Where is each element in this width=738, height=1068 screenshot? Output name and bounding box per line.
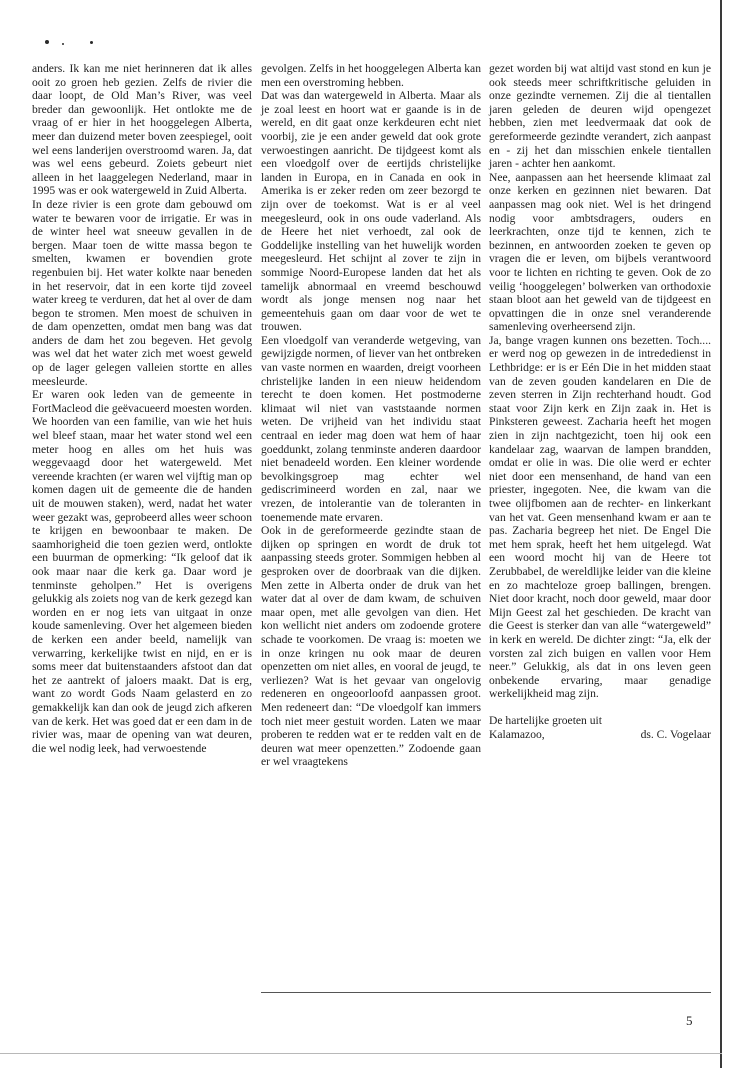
- text-column-3: [489, 62, 711, 741]
- text-column-2: [261, 62, 481, 769]
- paragraph: Er waren ook leden van de gemeente in FortMacleod die geëvacueerd moesten worden. We hoorden van een familie, van wie het huis wel bleef staan, maar het water stond wel een meter hoog en alles om het huis was weggevaagd door het watergeweld. Met vereende krachten (er waren wel vijftig man op komen dagen uit de gemeente die de handen uit de mouwen staken), werd, nadat het water weer gezakt was, geprobeerd alles weer schoon te krijgen en bewoonbaar te maken. De saamhorigheid die toen gezien werd, ontlokte een buurman de opmerking: “Ik geloof dat ik ook maar naar die kerk ga. Daar word je tenminste geholpen.” Het is overigens gelukkig als zoiets nog van de kerk gezegd kan worden en er nog iets van uitgaat in onze koude samenleving. Over het algemeen bieden de kerken een ander beeld, namelijk van verwarring, kerkelijke twist en nijd, en er is soms meer dat buitenstaanders afstoot dan dat het ze aantrekt of jaloers maakt. Dat is erg, want zo wordt Gods Naam gelasterd en zo gemakkelijk kan dan ook de jeugd zich afkeren van de kerk. Het was goed dat er een dam in de rivier was, maar de opening van wat deuren, die wel nodig leek, had verwoestende: [32, 388, 252, 755]
- paragraph: gevolgen. Zelfs in het hooggelegen Alberta kan men een overstroming hebben.: [261, 62, 481, 89]
- scan-speck: [90, 41, 93, 44]
- closing-greeting: De hartelijke groeten uit: [489, 713, 602, 727]
- paragraph: gezet worden bij wat altijd vast stond en kun je ook steeds meer schriftkritische geluiden in onze gezindte vernemen. Zij die al tientallen jaren geleden de deuren wijd opengezet hebben, zien met leedvermaak dat ook de gereformeerde gezindte verandert, zich aanpast en - zij het dan misschien enkele tientallen jaren - achter hen aankomt.: [489, 62, 711, 171]
- text-column-1: [32, 62, 252, 755]
- paragraph: In deze rivier is een grote dam gebouwd om water te bewaren voor de irrigatie. Er was in de winter heel wat sneeuw gevallen in de bergen. Maar toen de witte massa begon te smelten, kwamen er bovendien grote regenbuien bij. Het water kolkte naar beneden in het reservoir, dat in een korte tijd zoveel water kreeg te verduren, dat het al over de dam begon te stromen. Men moest de schuiven in de dam openzetten, omdat men bang was dat anders de dam het zou begeven. Het gevolg was wel dat het water zich met woest geweld op de lager gelegen valleien stortte en alles meesleurde.: [32, 197, 252, 388]
- signature-line: [489, 728, 711, 742]
- page-number: 5: [686, 1013, 693, 1028]
- scan-speck: [45, 40, 49, 44]
- paragraph: Ook in de gereformeerde gezindte staan de dijken op springen en wordt de druk tot aanpassing steeds groter. Sommigen hebben al gesproken over de doorbraak van die dijken. Men zette in Alberta onder de druk van het water dat al over de dam kwam, de schuiven maar open, met alle gevolgen van dien. Het kon wellicht niet anders om zodoende grotere schade te voorkomen. De vraag is: moeten we in onze kringen nu ook maar de deuren openzetten om niet alles, en vooral de jeugd, te verliezen? Wat is het gevaar van ongelovig redeneren en ongeoorloofd aanpassen groot. Men redeneert dan: “De vloedgolf kan immers toch niet meer gestuit worden. Laten we maar proberen te redden wat er te redden valt en de deuren wat meer openzetten.” Zodoende gaan er wel vraagtekens: [261, 524, 481, 769]
- paragraph: Nee, aanpassen aan het heersende klimaat zal onze kerken en gezinnen niet bewaren. Dat aanpassen mag ook niet. Wel is het dringend nodig voor ambtsdragers, ouders en leerkrachten, onze tijd te kennen, zich te bezinnen, en antwoorden zoeken te geven op vragen die er leven, om bijbels verantwoord voor te lichten en richting te geven. Ook de zo veilig ‘hooggelegen’ bolwerken van orthodoxie staan bloot aan het geweld van de tijdgeest en opvattingen die in onze snel veranderende samenleving overheersend zijn.: [489, 170, 711, 334]
- paragraph: Dat was dan watergeweld in Alberta. Maar als je zoal leest en hoort wat er gaande is in de wereld, en dit gaat onze kerkdeuren echt niet voorbij, zie je een ander geweld dat ook grote verwoestingen aanricht. De tijdgeest komt als een vloedgolf over de eertijds christelijke landen in Europa, en in Canada en ook in Amerika is er zeker reden om zeer bezorgd te zijn over de toekomst. Wat is er al veel meegesleurd, ook in ons oude vaderland. Als de Heere het niet verhoedt, zal ook de Goddelijke instelling van het huwelijk worden meegesleurd. Het schijnt al zover te zijn in sommige Noord-Europese landen dat het als tamelijk abnormaal en vreemd beschouwd wordt als jonge mensen nog naar het gemeentehuis gaan om daar voor de wet te trouwen.: [261, 89, 481, 334]
- scan-speck: [62, 43, 64, 45]
- page-edge-right: [720, 0, 722, 1068]
- paragraph: anders. Ik kan me niet herinneren dat ik alles ooit zo groen heb gezien. Zelfs de rivier die daar loopt, de Old Man’s River, was veel breder dan gewoonlijk. Het ontlokte me de vraag of er hier in het hooggelegen Alberta, meer dan duizend meter boven zeespiegel, ooit wel eens landerijen overstroomd waren. Ja, dat was wel eens gebeurd. Zoiets gebeurt niet alleen in het laaggelegen Nederland, maar in 1995 was er ook watergeweld in Zuid Alberta.: [32, 62, 252, 198]
- paragraph: Ja, bange vragen kunnen ons bezetten. Toch.... er werd nog op gewezen in de intrededienst in Lethbridge: er is er Eén Die in het midden staat van de zeven gouden kandelaren en Die de zeven sterren in Zijn rechterhand houdt. God staat voor Zijn kerk en Zijn zaak in. Het is Pinksteren geweest. Zacharia heeft het mogen zien in zijn nachtgezicht, toen hij ook een kandelaar zag, waarvan de lampen brandden, omdat er olie in was. Die olie werd er echter niet door een mensenhand, de hand van een priester, ingegoten. Nee, die kwam van die twee olijfbomen aan de rechter- en linkerkant van het vat. Geen mensenhand kwam er aan te pas. Zacharia begreep het niet. De Engel Die met hem sprak, heeft het hem uitgelegd. Wat een woord mocht hij van de Heere tot Zerubbabel, de wereldlijke leider van die kleine en zo machteloze groep ballingen, brengen. Niet door kracht, noch door geweld, maar door Mijn Geest zal het geschieden. De kracht van die Geest is sterker dan van alle “watergeweld” in kerk en wereld. De dichter zingt: “Ja, elk der vorsten zal zich buigen en vallen voor Hem neer.” Gelukkig, als dat in ons leven geen onbekende ervaring, maar genadige werkelijkheid mag zijn.: [489, 333, 711, 701]
- signature-name: ds. C. Vogelaar: [640, 727, 711, 741]
- paragraph: Een vloedgolf van veranderde wetgeving, van gewijzigde normen, of liever van het ontbreken van vaste normen en waarden, dreigt voorheen christelijke landen in een nieuw heidendom terecht te doen komen. Het postmoderne klimaat wil niet van vaststaande normen weten. De vrijheid van het individu staat centraal en ieder mag doen wat hem of haar goeddunkt, zolang tenminste anderen daardoor niet benadeeld worden. Een kleiner wordende bevolkingsgroep mag echter wel gediscrimineerd worden en zal, naar we vrezen, de intolerantie van de toleranten in toenemende mate ervaren.: [261, 333, 481, 524]
- signature-place: Kalamazoo,: [489, 727, 545, 741]
- bottom-rule: [261, 992, 711, 993]
- page-edge-bottom: [0, 1053, 722, 1054]
